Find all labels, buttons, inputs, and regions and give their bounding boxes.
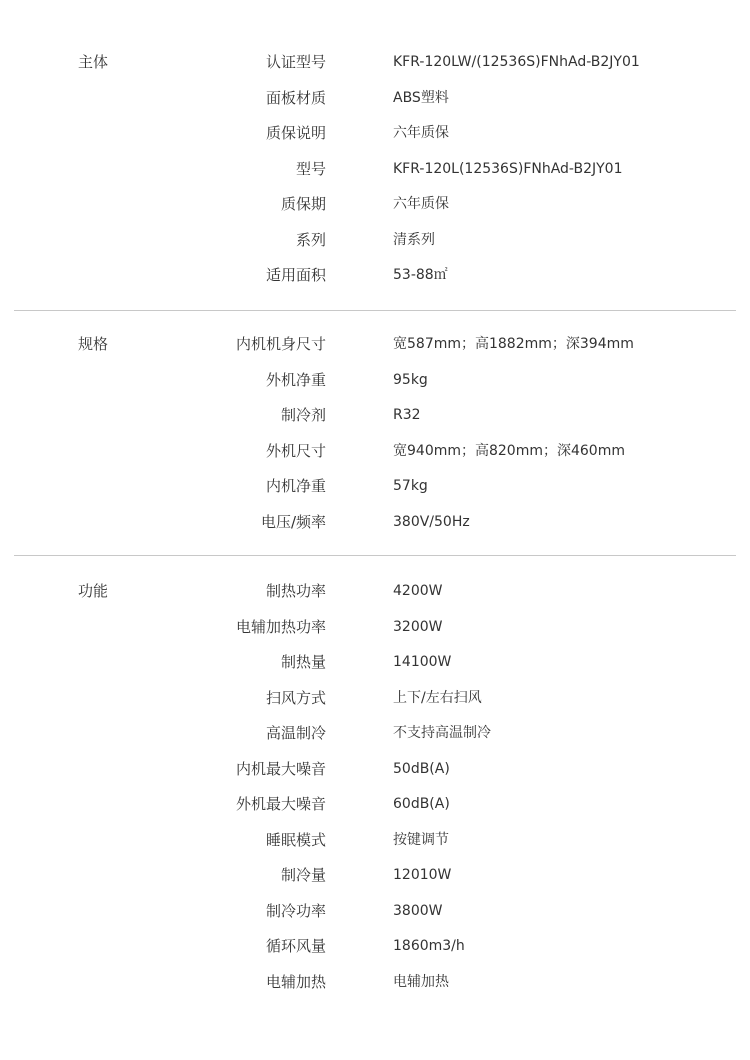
spec-row (0, 88, 750, 108)
spec-value: 六年质保 (393, 125, 449, 141)
spec-row (0, 723, 750, 743)
spec-label: 扫风方式 (265, 688, 326, 707)
spec-row (0, 476, 750, 496)
spec-value: 60dB(A) (393, 796, 450, 812)
spec-value: 4200W (393, 583, 443, 599)
spec-label: 外机尺寸 (265, 441, 326, 460)
spec-value: 53-88㎡ (393, 267, 448, 283)
spec-row (0, 405, 750, 425)
spec-label: 电辅加热功率 (235, 617, 326, 636)
section-title: 功能 (78, 582, 109, 600)
spec-row (0, 370, 750, 390)
spec-row (0, 194, 750, 214)
spec-value: 按键调节 (393, 831, 449, 848)
spec-row (0, 652, 750, 672)
spec-label: 制冷功率 (265, 901, 326, 920)
spec-label: 外机最大噪音 (235, 795, 326, 813)
spec-value: 上下/左右扫风 (393, 689, 482, 706)
spec-label: 电压/频率 (260, 512, 326, 531)
spec-label: 内机机身尺寸 (235, 335, 326, 353)
spec-value: KFR-120L(12536S)FNhAd-B2JY01 (393, 160, 623, 177)
section-title: 主体 (78, 53, 109, 71)
spec-row (0, 334, 750, 354)
spec-label: 质保说明 (265, 124, 326, 142)
spec-value: 清系列 (393, 231, 435, 248)
spec-value: 14100W (393, 654, 452, 670)
spec-row (0, 936, 750, 956)
spec-row (0, 865, 750, 885)
spec-label: 制冷剂 (280, 406, 326, 424)
spec-label: 外机净重 (265, 370, 326, 389)
spec-label: 循环风量 (265, 937, 326, 955)
section-title: 规格 (78, 335, 109, 353)
spec-label: 内机最大噪音 (235, 759, 326, 778)
spec-value: 12010W (393, 867, 452, 883)
spec-row (0, 581, 750, 601)
spec-label: 型号 (295, 159, 326, 178)
spec-row (0, 441, 750, 461)
spec-value: KFR-120LW/(12536S)FNhAd-B2JY01 (393, 54, 640, 70)
spec-row (0, 901, 750, 921)
spec-value: 1860m3/h (393, 938, 465, 954)
spec-value: 3200W (393, 618, 443, 635)
spec-row (0, 230, 750, 250)
spec-row (0, 759, 750, 779)
spec-row (0, 265, 750, 285)
spec-label: 高温制冷 (265, 724, 326, 742)
spec-value: 宽587mm；高1882mm；深394mm (393, 336, 634, 352)
spec-label: 质保期 (280, 195, 326, 213)
spec-value: 50dB(A) (393, 760, 450, 777)
spec-value: ABS塑料 (393, 89, 449, 106)
spec-row (0, 52, 750, 72)
spec-label: 内机净重 (265, 477, 326, 495)
spec-value: 380V/50Hz (393, 513, 470, 530)
spec-label: 适用面积 (265, 266, 326, 284)
spec-row (0, 794, 750, 814)
spec-value: 95kg (393, 371, 428, 388)
spec-row (0, 123, 750, 143)
spec-row (0, 617, 750, 637)
spec-label: 系列 (295, 230, 326, 249)
spec-label: 制热功率 (265, 582, 326, 600)
spec-row (0, 972, 750, 992)
spec-value: 六年质保 (393, 196, 449, 212)
spec-label: 电辅加热 (265, 972, 326, 991)
spec-label: 制热量 (280, 653, 326, 671)
spec-row (0, 688, 750, 708)
spec-value: 不支持高温制冷 (393, 725, 491, 741)
spec-row (0, 159, 750, 179)
section-divider (14, 555, 736, 556)
section-divider (14, 310, 736, 311)
spec-value: 57kg (393, 478, 428, 494)
spec-label: 认证型号 (265, 53, 326, 71)
spec-value: R32 (393, 407, 421, 423)
spec-label: 睡眠模式 (265, 830, 326, 849)
spec-value: 宽940mm；高820mm；深460mm (393, 442, 625, 459)
spec-label: 制冷量 (280, 866, 326, 884)
spec-row (0, 830, 750, 850)
spec-row (0, 512, 750, 532)
spec-value: 3800W (393, 902, 443, 919)
spec-value: 电辅加热 (393, 973, 449, 990)
spec-label: 面板材质 (265, 88, 326, 107)
